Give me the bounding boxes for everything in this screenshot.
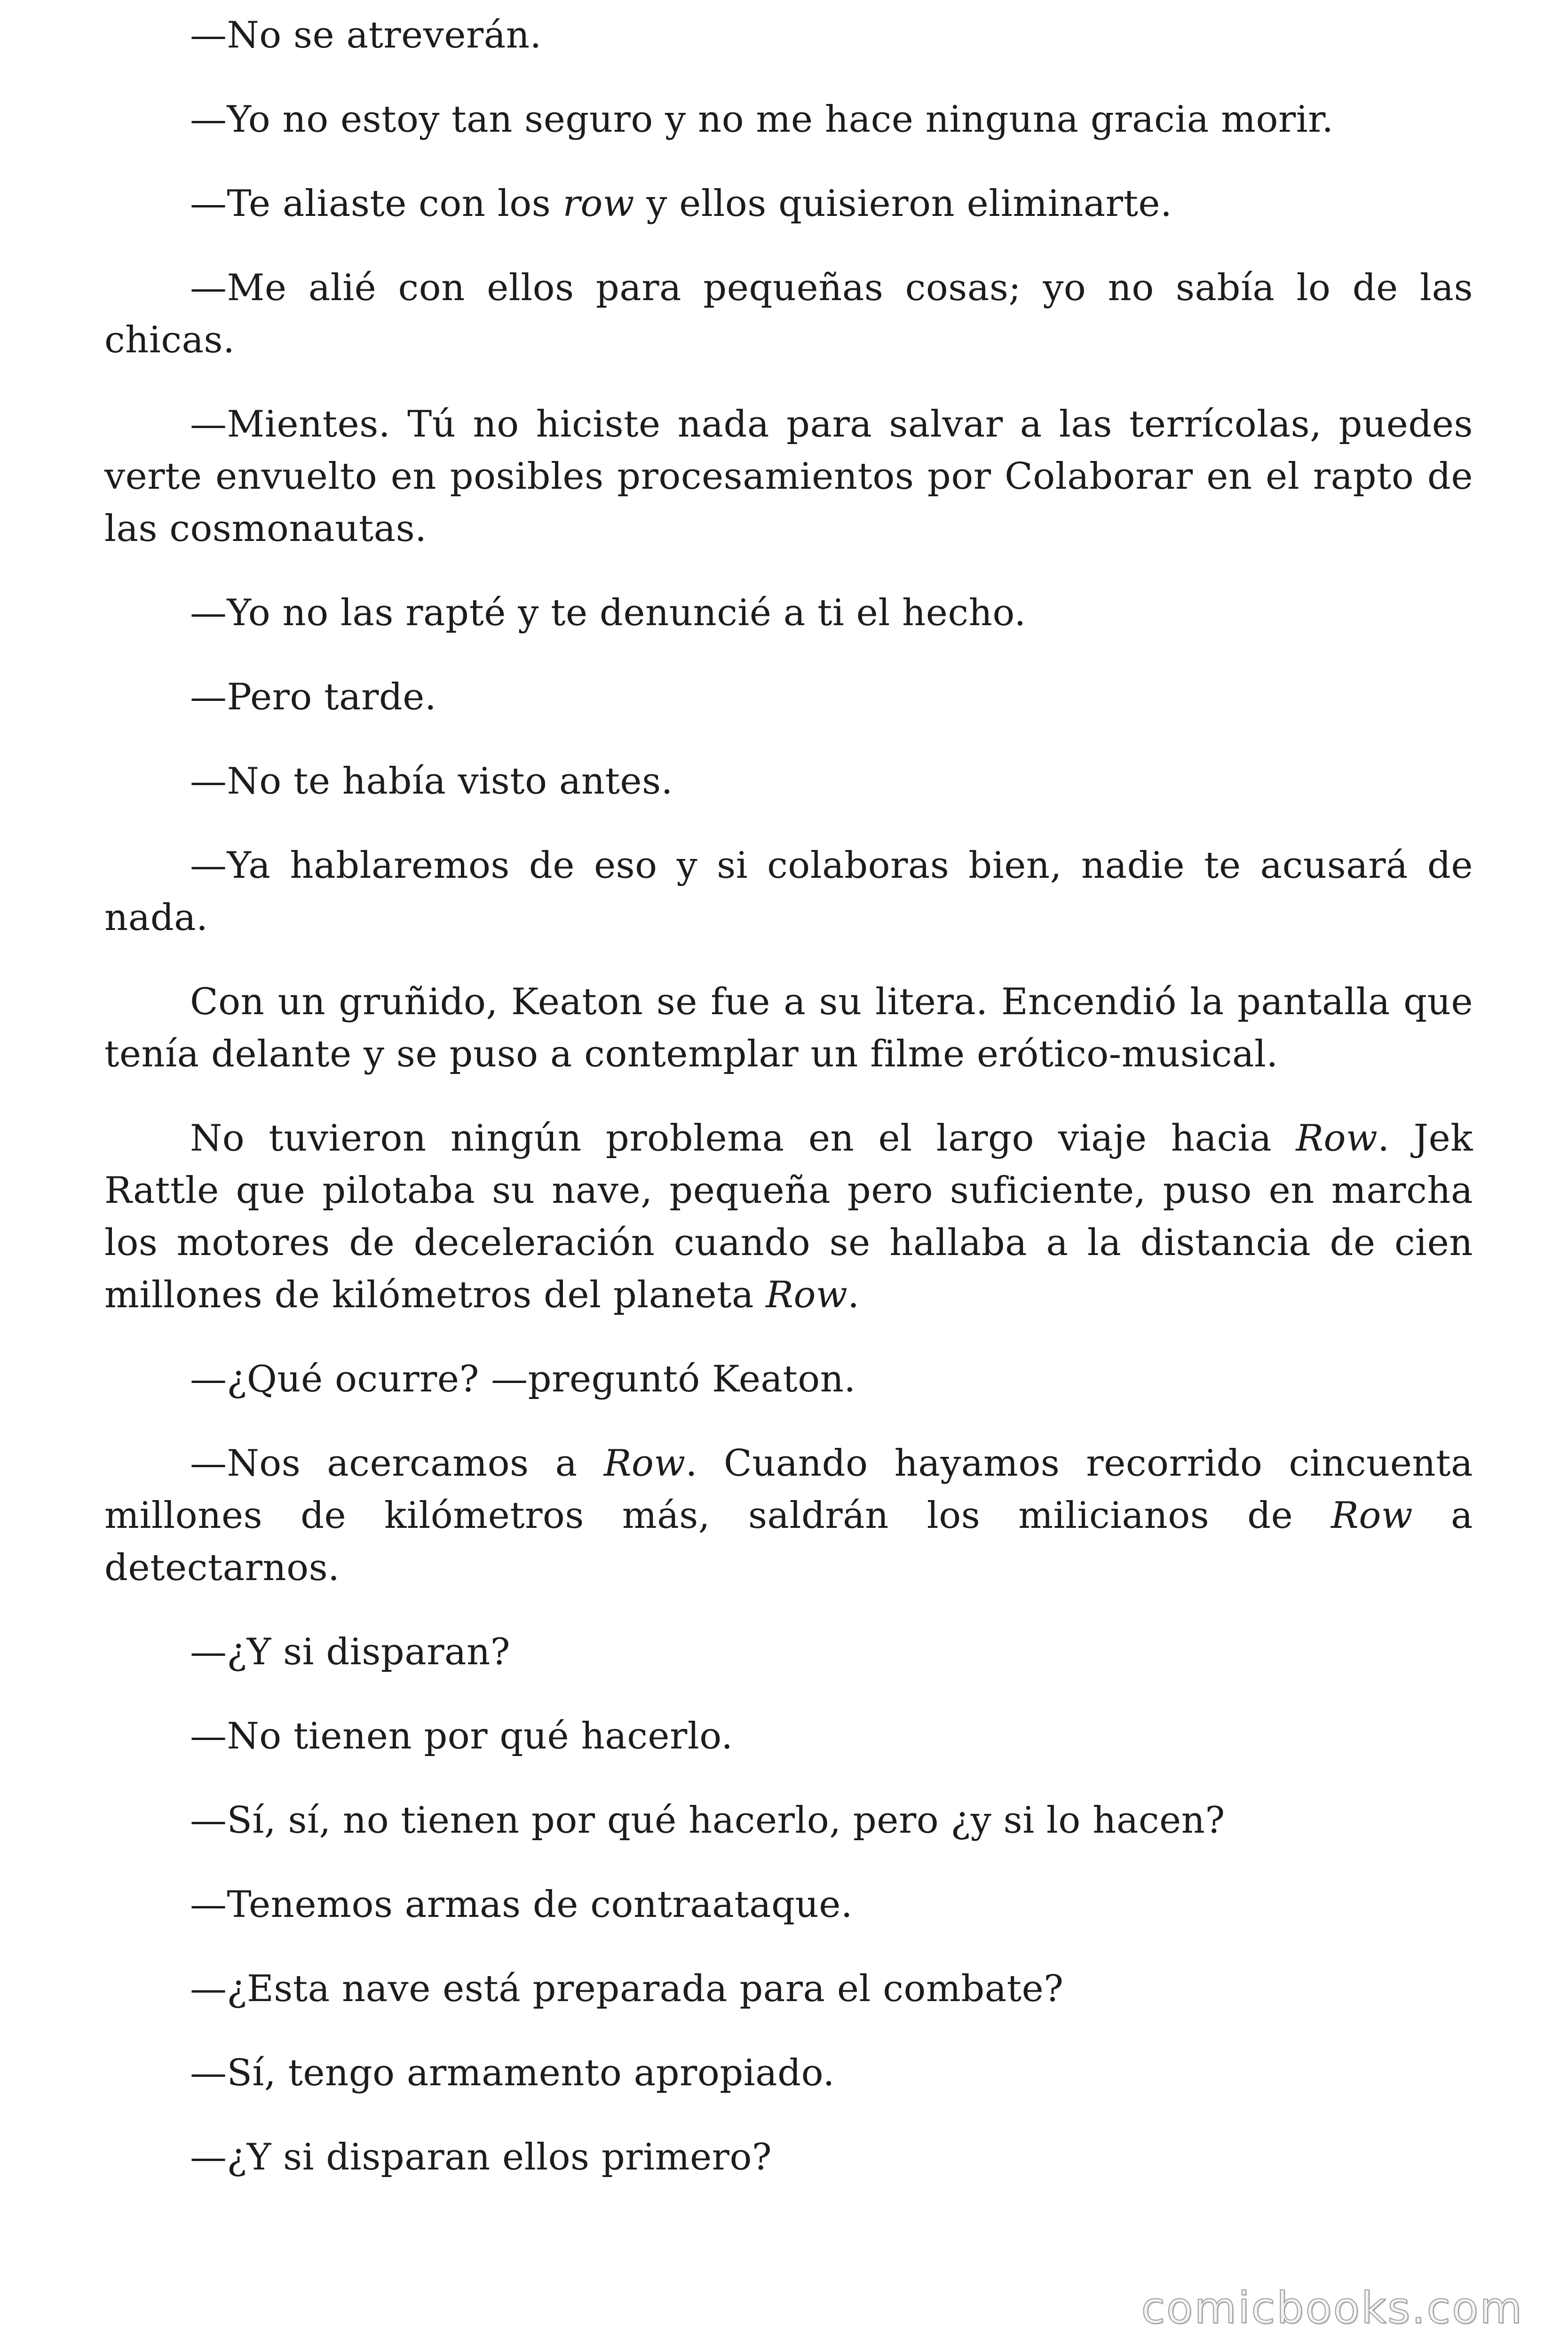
text-segment: —No se atreverán. — [190, 14, 542, 56]
text-segment: —Sí, tengo armamento apropiado. — [190, 2052, 835, 2094]
italic-text-segment: Row — [1296, 1117, 1378, 1160]
paragraph — [104, 2047, 1473, 2099]
text-segment: —Sí, sí, no tienen por qué hacerlo, pero ¿y si lo hacen? — [190, 1799, 1225, 1842]
text-segment: —¿Qué ocurre? —preguntó Keaton. — [190, 1358, 856, 1400]
italic-text-segment: Row — [1331, 1494, 1413, 1537]
paragraph — [104, 1795, 1473, 1847]
text-segment: —Yo no las rapté y te denuncié a ti el hecho. — [190, 592, 1026, 634]
text-segment: —Nos acercamos a — [190, 1442, 604, 1485]
paragraph — [104, 1353, 1473, 1406]
paragraph — [104, 262, 1473, 366]
paragraph — [104, 1963, 1473, 2015]
text-segment: —Ya hablaremos de eso y si colaboras bien, nadie te acusará de nada. — [104, 844, 1473, 939]
site-watermark: comicbooks.com — [1141, 2283, 1523, 2333]
text-segment: y ellos quisieron eliminarte. — [634, 183, 1172, 225]
paragraph — [104, 1710, 1473, 1763]
text-segment: —Me alié con ellos para pequeñas cosas; yo no sabía lo de las chicas. — [104, 267, 1473, 361]
text-segment: —No tienen por qué hacerlo. — [190, 1715, 733, 1757]
paragraph — [104, 840, 1473, 944]
text-segment: a detectarnos. — [104, 1494, 1473, 1589]
text-segment: —Mientes. Tú no hiciste nada para salvar a las terrícolas, puedes verte envuelto en posibles procesamientos por Colaborar en el rapto de las cosmonautas. — [104, 403, 1473, 550]
paragraph — [104, 976, 1473, 1081]
text-segment: —¿Esta nave está preparada para el combate? — [190, 1968, 1064, 2010]
italic-text-segment: Row — [766, 1274, 848, 1316]
paragraph — [104, 1626, 1473, 1678]
italic-text-segment: row — [562, 183, 635, 225]
text-segment: —Tenemos armas de contraataque. — [190, 1883, 853, 1926]
text-segment: . Cuando hayamos recorrido cincuenta millones de kilómetros más, saldrán los milicianos de — [104, 1442, 1473, 1537]
text-segment: —Pero tarde. — [190, 676, 437, 718]
paragraph — [104, 178, 1473, 230]
paragraph — [104, 1438, 1473, 1594]
text-segment: . Jek Rattle que pilotaba su nave, pequeña pero suficiente, puso en marcha los motores de deceleración cuando se hallaba a la distancia de cien millones de kilómetros del planeta — [104, 1117, 1473, 1316]
text-segment: —¿Y si disparan ellos primero? — [190, 2136, 772, 2178]
text-segment: —Yo no estoy tan seguro y no me hace ninguna gracia morir. — [190, 98, 1334, 141]
text-segment: —No te había visto antes. — [190, 760, 673, 803]
paragraph — [104, 671, 1473, 723]
paragraph — [104, 755, 1473, 808]
text-segment: Con un gruñido, Keaton se fue a su litera. Encendió la pantalla que tenía delante y se puso a contemplar un filme erótico-musical. — [104, 981, 1473, 1075]
text-segment: No tuvieron ningún problema en el largo viaje hacia — [190, 1117, 1296, 1160]
paragraph — [104, 9, 1473, 62]
paragraph — [104, 587, 1473, 639]
paragraph — [104, 1879, 1473, 1931]
text-segment: . — [847, 1274, 860, 1316]
paragraph — [104, 1112, 1473, 1321]
text-segment: —¿Y si disparan? — [190, 1631, 511, 1673]
paragraph — [104, 2131, 1473, 2184]
paragraph — [104, 398, 1473, 555]
italic-text-segment: Row — [603, 1442, 686, 1485]
paragraph — [104, 94, 1473, 146]
text-column — [104, 9, 1473, 2216]
text-segment: —Te aliaste con los — [190, 183, 563, 225]
